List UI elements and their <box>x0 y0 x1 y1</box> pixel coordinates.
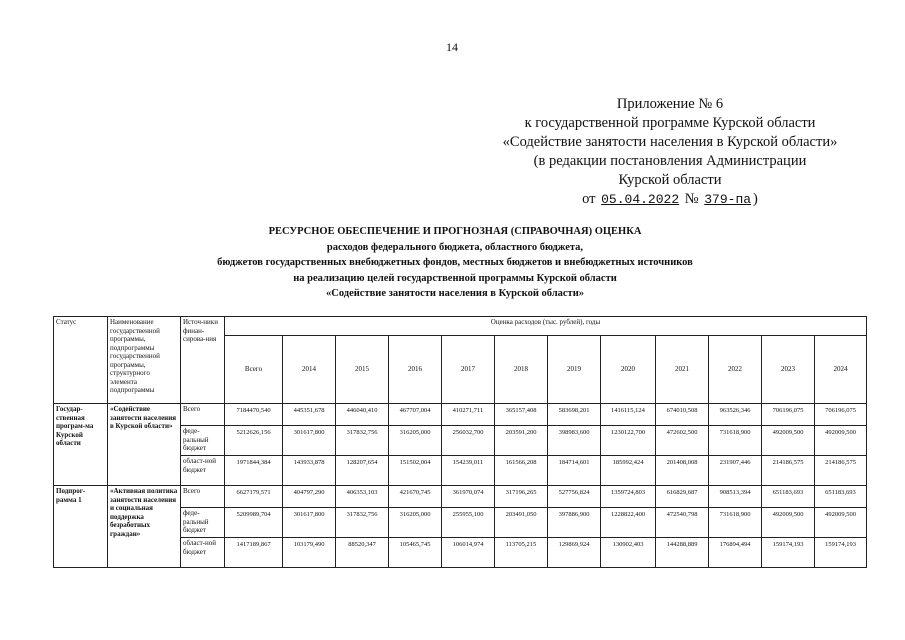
value-cell: 731618,900 <box>709 508 762 538</box>
value-cell: 203491,050 <box>495 508 548 538</box>
source-cell: област-ной бюджет <box>181 456 225 486</box>
value-cell: 361970,074 <box>442 486 495 508</box>
value-cell: 159174,193 <box>815 538 867 568</box>
value-cell: 317196,265 <box>495 486 548 508</box>
value-cell: 185992,424 <box>601 456 656 486</box>
value-cell: 421670,745 <box>389 486 442 508</box>
appendix-title: Приложение № 6 <box>616 96 724 112</box>
value-cell: 908513,394 <box>709 486 762 508</box>
appendix-program: к государственной программе Курской области <box>524 115 816 131</box>
resource-table-wrapper <box>53 316 867 568</box>
value-cell: 144288,889 <box>656 538 709 568</box>
header-column: 2023 <box>762 336 815 404</box>
value-cell: 616829,687 <box>656 486 709 508</box>
resource-table <box>53 316 867 568</box>
title-line-4: на реализацию целей государственной программы Курской области <box>293 272 617 284</box>
value-cell: 963526,346 <box>709 404 762 426</box>
value-cell: 176894,494 <box>709 538 762 568</box>
header-status: Статус <box>54 317 108 404</box>
value-cell: 255955,100 <box>442 508 495 538</box>
title-line-1: РЕСУРСНОЕ ОБЕСПЕЧЕНИЕ И ПРОГНОЗНАЯ (СПРАВОЧНАЯ) ОЦЕНКА <box>268 226 642 237</box>
value-cell: 159174,193 <box>762 538 815 568</box>
value-cell: 5212626,156 <box>225 426 283 456</box>
status-cell: Государ-ственная програм-ма Курской области <box>54 404 108 486</box>
value-cell: 256032,700 <box>442 426 495 456</box>
decree-date: 05.04.2022 <box>601 192 680 207</box>
header-column: 2018 <box>495 336 548 404</box>
appendix-header <box>470 95 870 209</box>
value-cell: 527756,824 <box>548 486 601 508</box>
header-column: 2021 <box>656 336 709 404</box>
header-estimate: Оценка расходов (тыс. рублей), годы <box>225 317 867 336</box>
header-row-1 <box>54 317 867 336</box>
value-cell: 88520,347 <box>336 538 389 568</box>
source-cell: феде-ральный бюджет <box>181 508 225 538</box>
value-cell: 231907,446 <box>709 456 762 486</box>
value-cell: 130902,403 <box>601 538 656 568</box>
value-cell: 316205,000 <box>389 426 442 456</box>
value-cell: 6627179,571 <box>225 486 283 508</box>
value-cell: 161566,208 <box>495 456 548 486</box>
value-cell: 106014,974 <box>442 538 495 568</box>
source-cell: Всего <box>181 404 225 426</box>
table-row <box>54 486 867 508</box>
value-cell: 5209989,704 <box>225 508 283 538</box>
value-cell: 316205,000 <box>389 508 442 538</box>
source-cell: Всего <box>181 486 225 508</box>
value-cell: 214186,575 <box>762 456 815 486</box>
value-cell: 467707,004 <box>389 404 442 426</box>
status-cell: Подпрог-рамма 1 <box>54 486 108 568</box>
value-cell: 397886,900 <box>548 508 601 538</box>
value-cell: 492009,500 <box>762 426 815 456</box>
header-column: 2016 <box>389 336 442 404</box>
value-cell: 1359724,803 <box>601 486 656 508</box>
title-line-5: «Содействие занятости населения в Курской области» <box>325 288 585 299</box>
title-line-2: расходов федерального бюджета, областного бюджета, <box>326 241 584 253</box>
title-line-3: бюджетов государственных внебюджетных фондов, местных бюджетов и внебюджетных источников <box>217 257 693 268</box>
page-number: 14 <box>446 40 458 54</box>
value-cell: 1416115,124 <box>601 404 656 426</box>
header-column: 2017 <box>442 336 495 404</box>
header-column: Всего <box>225 336 283 404</box>
appendix-administration: Курской области <box>618 172 722 188</box>
value-cell: 128207,654 <box>336 456 389 486</box>
table-body <box>54 317 867 568</box>
value-cell: 731618,900 <box>709 426 762 456</box>
header-name: Наименование государственной программы, подпрограммы государственной программы, структурного элемента подпрограммы <box>108 317 181 404</box>
closing-paren: ) <box>753 191 758 207</box>
program-name-cell: «Активная политика занятости населения и социальная поддержка безработных граждан» <box>108 486 181 568</box>
source-cell: феде-ральный бюджет <box>181 426 225 456</box>
value-cell: 398983,600 <box>548 426 601 456</box>
value-cell: 674010,508 <box>656 404 709 426</box>
value-cell: 472602,500 <box>656 426 709 456</box>
value-cell: 404797,290 <box>283 486 336 508</box>
header-column: 2014 <box>283 336 336 404</box>
value-cell: 446040,410 <box>336 404 389 426</box>
appendix-decree <box>470 190 870 209</box>
appendix-edition: (в редакции постановления Администрации <box>533 153 807 169</box>
appendix-program-name: «Содействие занятости населения в Курской области» <box>502 134 838 150</box>
value-cell: 365157,408 <box>495 404 548 426</box>
header-column: 2024 <box>815 336 867 404</box>
value-cell: 143933,878 <box>283 456 336 486</box>
value-cell: 184714,601 <box>548 456 601 486</box>
value-cell: 410271,711 <box>442 404 495 426</box>
value-cell: 129869,924 <box>548 538 601 568</box>
value-cell: 301617,800 <box>283 508 336 538</box>
value-cell: 445351,678 <box>283 404 336 426</box>
value-cell: 105465,745 <box>389 538 442 568</box>
value-cell: 406353,103 <box>336 486 389 508</box>
value-cell: 706196,075 <box>762 404 815 426</box>
value-cell: 317832,756 <box>336 426 389 456</box>
source-cell: област-ной бюджет <box>181 538 225 568</box>
value-cell: 492009,500 <box>762 508 815 538</box>
value-cell: 154239,011 <box>442 456 495 486</box>
value-cell: 1971844,384 <box>225 456 283 486</box>
value-cell: 583698,201 <box>548 404 601 426</box>
decree-number: 379-па <box>704 192 752 207</box>
value-cell: 651183,693 <box>762 486 815 508</box>
header-column: 2020 <box>601 336 656 404</box>
value-cell: 472540,798 <box>656 508 709 538</box>
value-cell: 1230122,700 <box>601 426 656 456</box>
date-prefix: от <box>582 191 596 207</box>
value-cell: 317832,756 <box>336 508 389 538</box>
value-cell: 651183,693 <box>815 486 867 508</box>
header-column: 2015 <box>336 336 389 404</box>
value-cell: 214186,575 <box>815 456 867 486</box>
value-cell: 103179,490 <box>283 538 336 568</box>
header-source: Источ-ники финан-сирова-ния <box>181 317 225 404</box>
value-cell: 492009,500 <box>815 426 867 456</box>
table-row <box>54 404 867 426</box>
value-cell: 301617,800 <box>283 426 336 456</box>
value-cell: 1228822,400 <box>601 508 656 538</box>
header-column: 2019 <box>548 336 601 404</box>
program-name-cell: «Содействие занятости населения в Курской области» <box>108 404 181 486</box>
value-cell: 1417189,867 <box>225 538 283 568</box>
value-cell: 151502,004 <box>389 456 442 486</box>
number-prefix: № <box>684 191 699 207</box>
value-cell: 7184470,540 <box>225 404 283 426</box>
value-cell: 492009,500 <box>815 508 867 538</box>
value-cell: 201408,008 <box>656 456 709 486</box>
value-cell: 203591,200 <box>495 426 548 456</box>
document-title <box>150 224 760 302</box>
value-cell: 113705,215 <box>495 538 548 568</box>
value-cell: 706196,075 <box>815 404 867 426</box>
header-column: 2022 <box>709 336 762 404</box>
